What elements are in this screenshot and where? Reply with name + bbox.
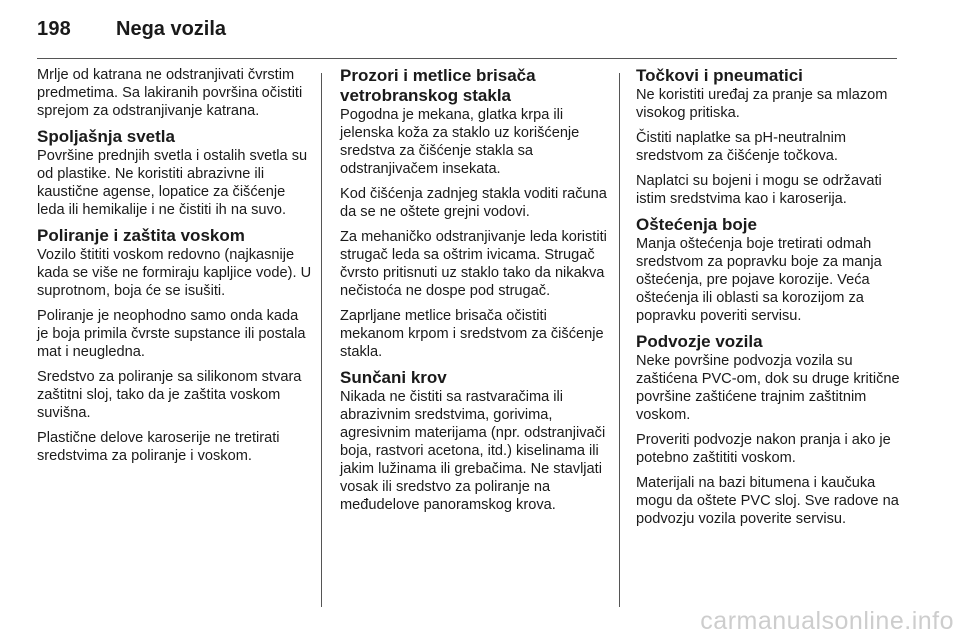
paragraph: Proveriti podvozje nakon pranja i ako je potebno zaštititi voskom. [636,432,891,466]
paragraph: Pogodna je mekana, glatka krpa ili jelenska koža za staklo uz korišćenje sredstva za čišćenje stakla sa odstranjivačem insekata. [340,107,580,177]
section-heading-sunroof: Sunčani krov [340,368,447,387]
paragraph: Manja oštećenja boje tretirati odmah sredstvom za popravku boje za manja oštećenja, pre pojave korozije. Veća oštećenja ili oblasti sa korozijom za popravku poveriti servisu. [636,236,882,324]
paragraph: Za mehaničko odstranjivanje leda koristiti strugač leda sa oštrim ivicama. Strugač čvrsto pritisnuti uz staklo tako da nikakva nečistoća ne dospe pod strugač. [340,229,607,299]
paragraph: Čistiti naplatke sa pH-neutralnim sredstvom za čišćenje točkova. [636,130,847,164]
section-heading-windows: Prozori i metlice brisača vetrobranskog stakla [340,66,536,105]
column-divider-1 [321,73,322,607]
column-1 [37,66,312,472]
paragraph: Ne koristiti uređaj za pranje sa mlazom visokog pritiska. [636,87,888,121]
paragraph: Materijali na bazi bitumena i kaučuka mogu da oštete PVC sloj. Sve radove na podvozju vozila poverite servisu. [636,475,899,527]
column-2 [340,66,608,521]
header-rule [37,58,897,59]
section-heading-polishing: Poliranje i zaštita voskom [37,226,245,245]
paragraph: Neke površine podvozja vozila su zaštićena PVC-om, dok su druge kritične površine zaštićene trajnim zaštitnim voskom. [636,353,900,423]
column-divider-2 [619,73,620,607]
paragraph: Kod čišćenja zadnjeg stakla voditi računa da se ne oštete grejni vodovi. [340,186,607,220]
page-title: Nega vozila [116,18,227,40]
paragraph: Nikada ne čistiti sa rastvaračima ili abrazivnim sredstvima, gorivima, agresivnim materijama (npr. odstranjivači boja, rastvori acetona, itd.) kiselinama ili jakim lužinama ili grebačima. Ne stavljati vosak ili sredstvo za poliranje na međudelove panoramskog krova. [340,389,606,513]
page-header [37,14,897,50]
paragraph: Plastične delove karoserije ne tretirati sredstvima za poliranje i voskom. [37,430,280,464]
column-3 [636,66,906,535]
paragraph: Vozilo štititi voskom redovno (najkasnije kada se više ne formiraju kapljice vode). U suprotnom, boja će se isušiti. [37,247,312,299]
watermark: carmanualsonline.info [700,607,954,635]
section-heading-wheels: Točkovi i pneumatici [636,66,803,85]
paragraph: Poliranje je neophodno samo onda kada je boja primila čvrste supstance ili postala mat i neugledna. [37,308,306,360]
page-number: 198 [37,18,71,40]
paragraph: Zaprljane metlice brisača očistiti mekanom krpom i sredstvom za čišćenje stakla. [340,308,604,360]
tar-paragraph: Mrlje od katrana ne odstranjivati čvrstim predmetima. Sa lakiranih površina očistiti sprejom za odstranjivanje katrana. [37,67,303,119]
paragraph: Naplatci su bojeni i mogu se održavati istim sredstvima kao i karoserija. [636,173,882,207]
paragraph: Površine prednjih svetla i ostalih svetla su od plastike. Ne koristiti abrazivne ili kaustične agense, lopatice za čišćenje leda ili hemikalije i ne čistiti ih na suvo. [37,148,308,218]
section-heading-paint-damage: Oštećenja boje [636,215,757,234]
paragraph: Sredstvo za poliranje sa silikonom stvara zaštitni sloj, tako da je zaštita voskom suvišna. [37,369,302,421]
section-heading-exterior-lights: Spoljašnja svetla [37,127,175,146]
section-heading-underbody: Podvozje vozila [636,332,763,351]
